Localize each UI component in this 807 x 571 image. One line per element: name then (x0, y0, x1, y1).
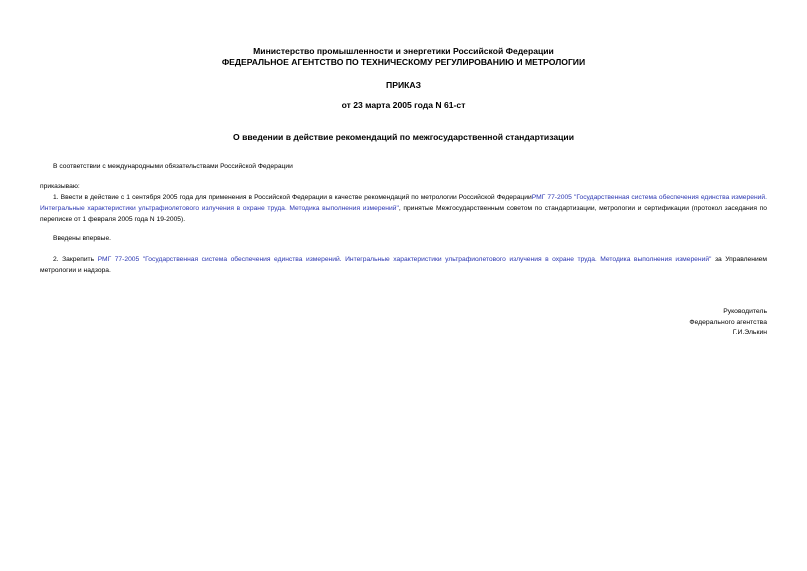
signature-title-line-2: Федерального агентства (689, 319, 767, 326)
ministry-title: Министерство промышленности и энергетики Российской Федерации (253, 46, 554, 56)
signature-name: Г.И.Элькин (732, 329, 767, 336)
signature-title-line-1: Руководитель (723, 308, 767, 315)
item-2-text-before: 2. Закрепить (53, 256, 98, 263)
preamble-paragraph: В соответствии с международными обязательствами Российской Федерации (53, 163, 293, 170)
document-subject: О введении в действие рекомендаций по межгосударственной стандартизации (233, 132, 574, 142)
document-type: ПРИКАЗ (386, 80, 421, 90)
document-page (40, 0, 767, 571)
rmg-77-2005-link-1[interactable]: РМГ 77-2005 "Государственная система обеспечения единства измерений. Интегральные характеристики ультрафиолетового излучения в охране труда. Методика выполнения измерений" (40, 194, 767, 212)
item-2-paragraph (40, 254, 767, 276)
item-2-text-after: за Управлением метрологии и надзора. (40, 256, 767, 274)
document-date-number: от 23 марта 2005 года N 61-ст (341, 100, 466, 110)
item-1-paragraph (40, 192, 767, 225)
order-word: приказываю: (40, 183, 80, 190)
rmg-77-2005-link-2[interactable]: РМГ 77-2005 "Государственная система обеспечения единства измерений. Интегральные характеристики ультрафиолетового излучения в охране труда. Методика выполнения измерений" (97, 256, 712, 263)
agency-title: ФЕДЕРАЛЬНОЕ АГЕНТСТВО ПО ТЕХНИЧЕСКОМУ РЕГУЛИРОВАНИЮ И МЕТРОЛОГИИ (221, 57, 586, 67)
item-1-text-after: , принятые Межгосударственным советом по стандартизации, метрологии и сертификации (протокол заседания по переписке от 1 февраля 2005 года N 19-2005). (40, 205, 768, 223)
introduced-note: Введены впервые. (53, 235, 112, 242)
item-1-text-before: 1. Ввести в действие с 1 сентября 2005 года для применения в Российской Федерации в качестве рекомендаций по метрологии Российской Федерации (53, 194, 532, 201)
